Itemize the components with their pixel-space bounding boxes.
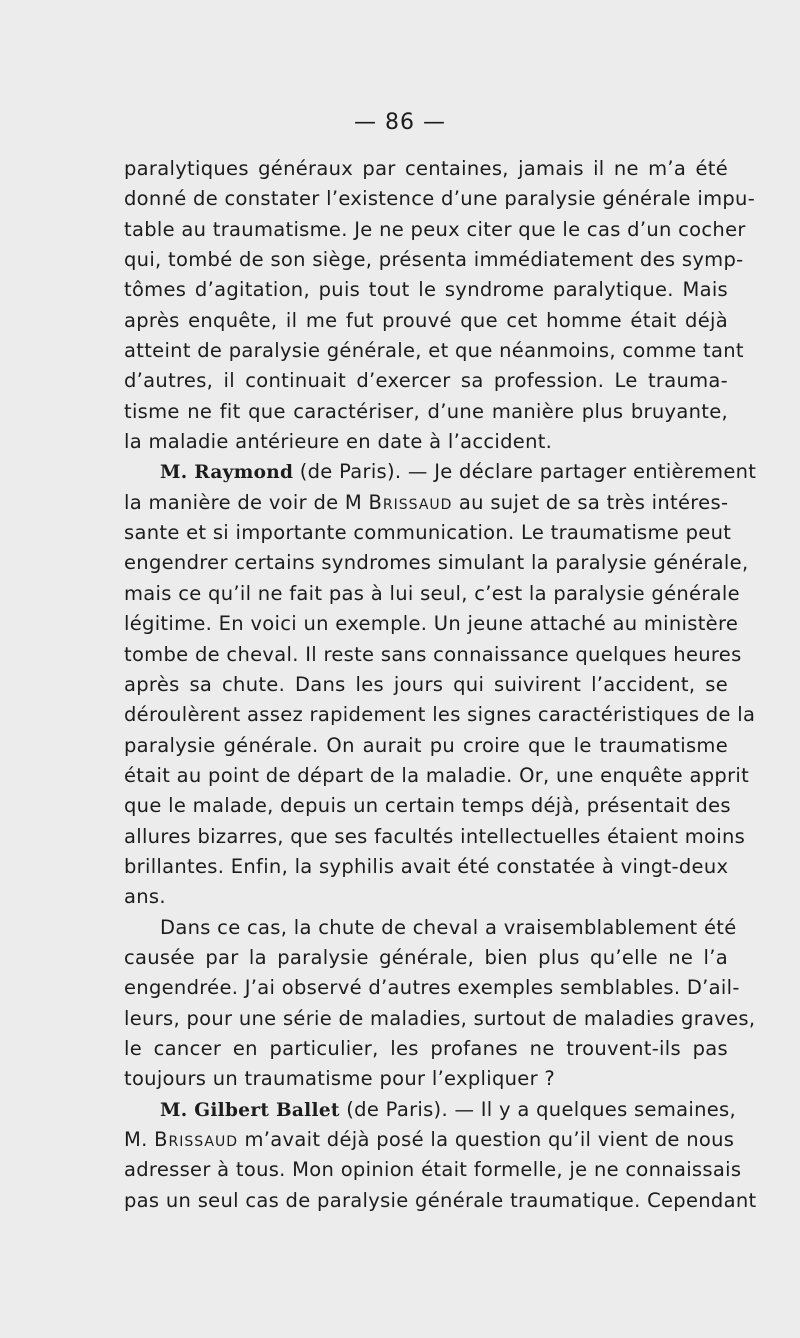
page-number: — 86 — bbox=[354, 110, 446, 135]
text-fragment: m’avait déjà posé la question qu’il vient de nous bbox=[244, 1128, 735, 1151]
text-fragment: la manière de voir de M bbox=[124, 490, 363, 514]
text-line bbox=[124, 1125, 735, 1155]
text-line: tômes d’agitation, puis tout le syndrome paralytique. Mais bbox=[124, 278, 728, 302]
person-name: Brissaud bbox=[368, 490, 453, 514]
text-line: le cancer en particulier, les profanes ne trouvent-ils pas bbox=[124, 1036, 728, 1060]
text-line: légitime. En voici un exemple. Un jeune attaché au ministère bbox=[124, 612, 739, 636]
text-line: sante et si importante communication. Le traumatisme peut bbox=[124, 521, 732, 545]
text-line: après enquête, il me fut prouvé que cet homme était déjà bbox=[124, 308, 728, 332]
text-line: que le malade, depuis un certain temps déjà, présentait des bbox=[124, 794, 731, 818]
text-line: brillantes. Enfin, la syphilis avait été constatée à vingt-deux bbox=[124, 854, 729, 878]
text-line: était au point de départ de la maladie. Or, une enquête apprit bbox=[124, 763, 750, 787]
speaker-text: (de Paris). — Il y a quelques semaines, bbox=[346, 1097, 736, 1121]
text-line: donné de constater l’existence d’une paralysie générale impu- bbox=[124, 187, 756, 211]
text-line: la maladie antérieure en date à l’accident. bbox=[124, 430, 553, 454]
speaker-line bbox=[124, 1095, 736, 1125]
speaker-line bbox=[124, 457, 757, 487]
text-line: ans. bbox=[124, 885, 166, 909]
text-line: qui, tombé de son siège, présenta immédiatement des symp- bbox=[124, 248, 744, 272]
text-line: engendrer certains syndromes simulant la paralysie générale, bbox=[124, 551, 749, 575]
text-line bbox=[124, 488, 728, 518]
text-line: allures bizarres, que ses facultés intellectuelles étaient moins bbox=[124, 824, 746, 848]
text-line: causée par la paralysie générale, bien plus qu’elle ne l’a bbox=[124, 945, 728, 969]
text-line: leurs, pour une série de maladies, surtout de maladies graves, bbox=[124, 1006, 756, 1030]
text-fragment: au sujet de sa très intéres- bbox=[458, 490, 729, 514]
person-name: Brissaud bbox=[154, 1128, 238, 1151]
text-line: après sa chute. Dans les jours qui suivirent l’accident, se bbox=[124, 672, 728, 696]
text-line: Dans ce cas, la chute de cheval a vraisemblablement été bbox=[160, 915, 737, 939]
text-line: tisme ne fit que caractériser, d’une manière plus bruyante, bbox=[124, 399, 728, 423]
text-fragment: M. bbox=[124, 1128, 148, 1151]
text-line: paralysie générale. On aurait pu croire que le traumatisme bbox=[124, 733, 728, 757]
text-line: paralytiques généraux par centaines, jamais il ne m’a été bbox=[124, 157, 728, 180]
text-line: pas un seul cas de paralysie générale traumatique. Cependant bbox=[124, 1188, 757, 1212]
speaker-name: M. Gilbert Ballet bbox=[160, 1099, 340, 1121]
text-line: adresser à tous. Mon opinion était formelle, je ne connaissais bbox=[124, 1158, 742, 1182]
text-line: toujours un traumatisme pour l’expliquer ? bbox=[124, 1067, 556, 1091]
text-line: déroulèrent assez rapidement les signes caractéristiques de la bbox=[124, 703, 756, 727]
text-line: table au traumatisme. Je ne peux citer que le cas d’un cocher bbox=[124, 217, 746, 241]
text-line: engendrée. J’ai observé d’autres exemples semblables. D’ail- bbox=[124, 976, 740, 1000]
text-line: tombe de cheval. Il reste sans connaissance quelques heures bbox=[124, 642, 742, 666]
text-line: atteint de paralysie générale, et que néanmoins, comme tant bbox=[124, 339, 744, 363]
body-text bbox=[124, 154, 757, 1216]
text-line: mais ce qu’il ne fait pas à lui seul, c’est la paralysie générale bbox=[124, 581, 740, 605]
speaker-name: M. Raymond bbox=[160, 462, 294, 484]
speaker-text: (de Paris). — Je déclare partager entièrement bbox=[299, 460, 757, 484]
text-line: d’autres, il continuait d’exercer sa profession. Le trauma- bbox=[124, 369, 728, 393]
